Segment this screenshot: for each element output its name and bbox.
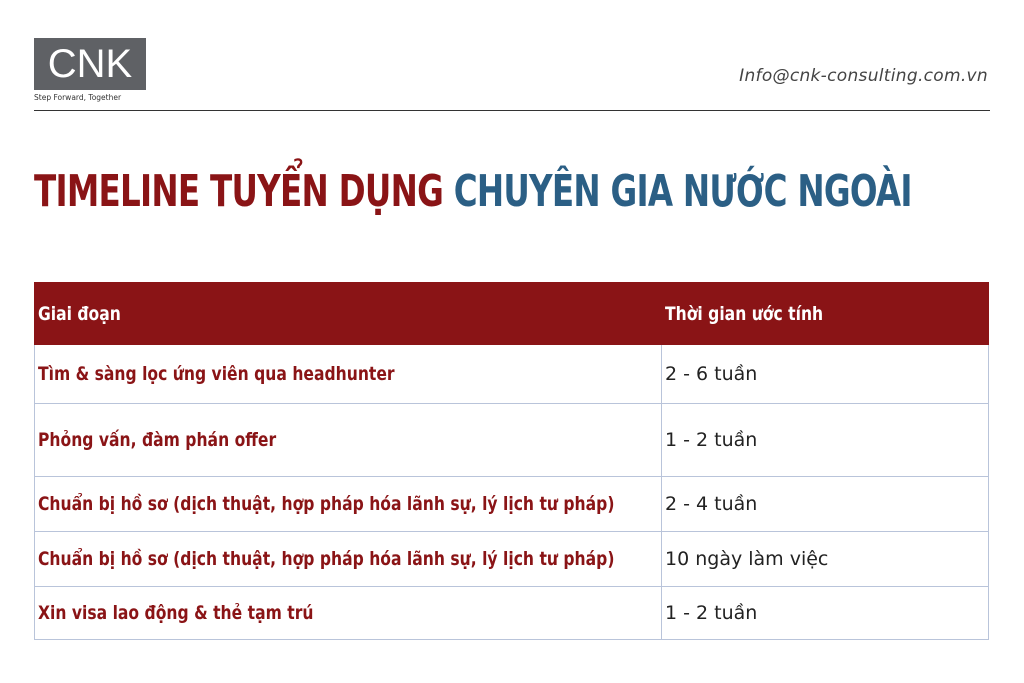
table-row: [35, 587, 989, 640]
stage-cell: Chuẩn bị hồ sơ (dịch thuật, hợp pháp hóa lãnh sự, lý lịch tư pháp): [35, 532, 662, 587]
stage-cell: Phỏng vấn, đàm phán offer: [35, 404, 662, 477]
time-cell: 2 - 6 tuần: [662, 345, 989, 404]
title-part-1: TIMELINE TUYỂN DỤNG: [34, 166, 444, 217]
stage-cell: Tìm & sàng lọc ứng viên qua headhunter: [35, 345, 662, 404]
time-cell: 1 - 2 tuần: [662, 587, 989, 640]
column-header-time: Thời gian ước tính: [662, 283, 989, 345]
table-row: [35, 404, 989, 477]
logo-tagline: Step Forward, Together: [34, 93, 122, 102]
table-row: [35, 532, 989, 587]
column-header-stage: Giai đoạn: [35, 283, 662, 345]
stage-cell: Xin visa lao động & thẻ tạm trú: [35, 587, 662, 640]
logo-mark: CNK: [34, 38, 146, 90]
contact-email[interactable]: Info@cnk-consulting.com.vn: [739, 66, 988, 86]
time-cell: 10 ngày làm việc: [662, 532, 989, 587]
timeline-table: [34, 282, 989, 640]
table-row: [35, 345, 989, 404]
title-part-2: CHUYÊN GIA NƯỚC NGOÀI: [453, 166, 912, 217]
brand-logo: [34, 38, 148, 102]
stage-cell: Chuẩn bị hồ sơ (dịch thuật, hợp pháp hóa lãnh sự, lý lịch tư pháp): [35, 477, 662, 532]
time-cell: 2 - 4 tuần: [662, 477, 989, 532]
table-header-row: [35, 283, 989, 345]
time-cell: 1 - 2 tuần: [662, 404, 989, 477]
header-divider: [34, 110, 990, 111]
table-row: [35, 477, 989, 532]
page-title: [34, 166, 912, 217]
